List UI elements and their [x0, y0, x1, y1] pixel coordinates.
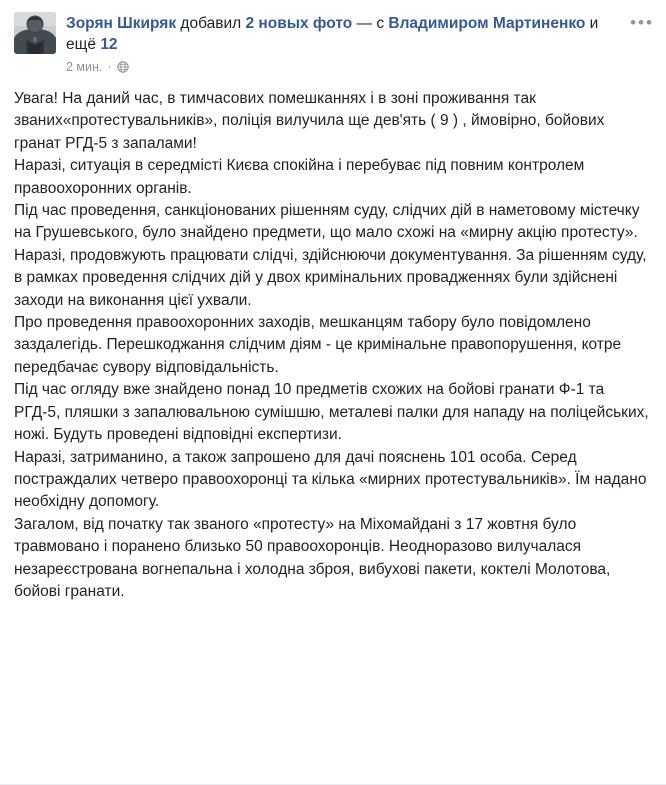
post-paragraph: Під час огляду вже знайдено понад 10 предметів схожих на бойові гранати Ф-1 та РГД-5, пляшки з запалювальною сумішшю, металеві палки для нападу на поліцейських, ножі. Будуть проведені відповідні експертизи. [14, 381, 649, 444]
globe-icon[interactable] [117, 61, 129, 73]
post-options-menu-button[interactable]: ••• [630, 12, 654, 32]
post-paragraph: Під час проведення, санкціонованих рішенням суду, слідчих дій в наметовому містечку на Грушевського, було знайдено предмети, що мало схожі на «мирну акцію протесту». [14, 202, 640, 242]
avatar[interactable] [14, 12, 56, 54]
tagged-person-link[interactable]: Владимиром Мартиненко [388, 15, 586, 32]
meta-separator: · [107, 60, 112, 74]
post-body [0, 74, 666, 603]
post-header-line [66, 13, 626, 55]
post-with-text: — с [352, 15, 389, 32]
post-header [0, 0, 666, 74]
post-paragraph: Увага! На даний час, в тимчасових помешканнях і в зоні проживання так званих«протестувальників», поліція вилучила ще дев'ять ( 9 ) , ймовірно, бойових гранат РГД-5 з запалами! [14, 90, 605, 152]
post-header-text [66, 12, 652, 74]
post-meta-row [66, 60, 626, 74]
post-and-text: и ещё [66, 15, 599, 53]
post-action-text: добавил [176, 15, 246, 32]
post-paragraph: Наразі, продовжують працювати слідчі, здійснюючи документування. За рішенням суду, в рамках проведення слідчих дій у двох кримінальних провадженнях були здійснені заходи на виконання цієї ухвали. [14, 246, 647, 309]
more-tagged-link[interactable]: 12 [100, 36, 118, 53]
photos-link[interactable]: 2 новых фото [245, 15, 353, 32]
post-paragraph: Наразі, ситуація в середмісті Києва спокійна і перебуває під повним контролем правоохоронних органів. [14, 157, 585, 197]
avatar-photo-icon [14, 12, 56, 54]
post-timestamp[interactable]: 2 мин. [66, 60, 103, 74]
post-paragraph: Наразі, затриманино, а також запрошено для дачі пояснень 101 особа. Серед постраждалих четверо правоохоронці та кілька «мирних протестувальників». Їм надано необхідну допомогу. [14, 448, 647, 511]
post-paragraph: Про проведення правоохоронних заходів, мешканцям табору було повідомлено заздалегідь. Перешкоджання слідчим діям - це кримінальне правопорушення, котре передбачає сувору відповідальність. [14, 314, 622, 376]
author-name-link[interactable]: Зорян Шкиряк [66, 15, 177, 32]
post-paragraph: Загалом, від початку так званого «протесту» на Міхомайдані з 17 жовтня було травмовано і поранено близько 50 правоохоронців. Неодноразово вилучалася незареєстрована вогнепальна і холодна зброя, вибухові пакети, коктелі Молотова, бойові гранати. [14, 515, 611, 600]
